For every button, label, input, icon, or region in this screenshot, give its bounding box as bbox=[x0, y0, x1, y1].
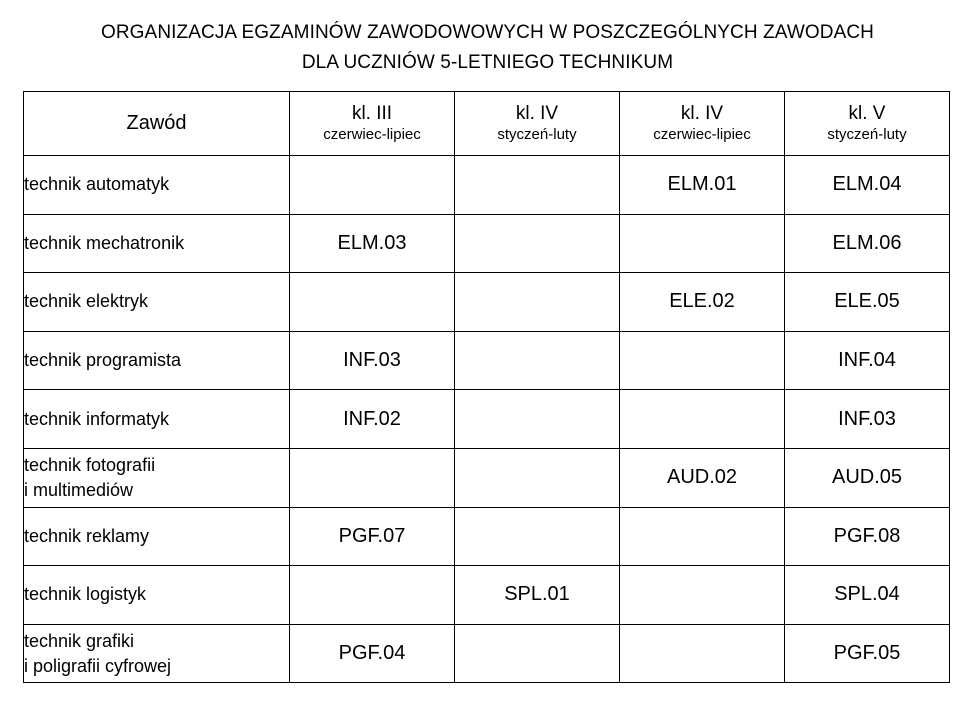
exam-code-cell: PGF.04 bbox=[290, 624, 455, 683]
exam-code-cell bbox=[290, 566, 455, 625]
exam-code-cell: ELE.02 bbox=[620, 273, 785, 332]
header-period-class: kl. V bbox=[848, 102, 886, 124]
profession-cell bbox=[24, 448, 290, 507]
exam-code-cell bbox=[620, 214, 785, 273]
exam-code-cell bbox=[620, 331, 785, 390]
exam-code-cell: INF.03 bbox=[290, 331, 455, 390]
exam-code-cell bbox=[620, 390, 785, 449]
exam-code-cell bbox=[455, 624, 620, 683]
exam-code-cell bbox=[290, 448, 455, 507]
profession-cell bbox=[24, 156, 290, 215]
profession-line: i poligrafii cyfrowej bbox=[24, 655, 172, 676]
header-period-term: czerwiec-lipiec bbox=[653, 125, 751, 143]
exam-code-cell bbox=[290, 273, 455, 332]
exam-code-cell bbox=[620, 566, 785, 625]
exam-code-cell bbox=[455, 507, 620, 566]
exam-code-cell bbox=[455, 156, 620, 215]
profession-line: i multimediów bbox=[24, 479, 134, 500]
profession-cell bbox=[24, 566, 290, 625]
exam-code-cell: ELM.03 bbox=[290, 214, 455, 273]
exam-code-cell bbox=[455, 273, 620, 332]
exam-code-cell bbox=[620, 624, 785, 683]
exam-code-cell bbox=[455, 390, 620, 449]
profession-line: technik grafiki bbox=[24, 630, 135, 651]
header-period-term: styczeń-luty bbox=[827, 125, 907, 143]
exam-code-cell bbox=[455, 214, 620, 273]
profession-line: technik reklamy bbox=[24, 525, 150, 546]
profession-line: technik logistyk bbox=[24, 584, 147, 605]
profession-line: technik mechatronik bbox=[24, 232, 185, 253]
profession-cell bbox=[24, 273, 290, 332]
exam-code-cell bbox=[455, 448, 620, 507]
profession-line: technik informatyk bbox=[24, 408, 170, 429]
exam-code-cell: INF.03 bbox=[785, 390, 950, 449]
header-period-class: kl. III bbox=[351, 102, 393, 124]
table-row bbox=[24, 390, 950, 449]
exam-schedule-table bbox=[23, 91, 950, 683]
table-row bbox=[24, 507, 950, 566]
exam-code-cell: PGF.05 bbox=[785, 624, 950, 683]
header-period-class: kl. IV bbox=[515, 102, 559, 124]
table-row bbox=[24, 331, 950, 390]
header-period-4 bbox=[785, 92, 950, 156]
title-line-2: DLA UCZNIÓW 5-LETNIEGO TECHNIKUM bbox=[301, 52, 674, 73]
header-period-1 bbox=[290, 92, 455, 156]
exam-code-cell: SPL.01 bbox=[455, 566, 620, 625]
profession-cell bbox=[24, 214, 290, 273]
title-line-1: ORGANIZACJA EGZAMINÓW ZAWODOWOWYCH W POSZCZEGÓLNYCH ZAWODACH bbox=[100, 22, 875, 43]
profession-line: technik programista bbox=[24, 350, 182, 371]
profession-cell bbox=[24, 624, 290, 683]
exam-code-cell bbox=[455, 331, 620, 390]
profession-line: technik fotografii bbox=[24, 454, 156, 475]
exam-code-cell: AUD.05 bbox=[785, 448, 950, 507]
table-row bbox=[24, 566, 950, 625]
table-header-row bbox=[24, 92, 950, 156]
profession-line: technik elektryk bbox=[24, 291, 149, 312]
header-period-term: czerwiec-lipiec bbox=[323, 125, 421, 143]
profession-cell bbox=[24, 331, 290, 390]
exam-code-cell: INF.04 bbox=[785, 331, 950, 390]
header-period-term: styczeń-luty bbox=[497, 125, 577, 143]
exam-code-cell: SPL.04 bbox=[785, 566, 950, 625]
exam-code-cell: ELE.05 bbox=[785, 273, 950, 332]
exam-code-cell: INF.02 bbox=[290, 390, 455, 449]
header-period-3 bbox=[620, 92, 785, 156]
exam-code-cell bbox=[290, 156, 455, 215]
exam-code-cell: ELM.01 bbox=[620, 156, 785, 215]
exam-code-cell bbox=[620, 507, 785, 566]
profession-cell bbox=[24, 507, 290, 566]
table-row bbox=[24, 273, 950, 332]
exam-code-cell: ELM.04 bbox=[785, 156, 950, 215]
table-row bbox=[24, 156, 950, 215]
table-row bbox=[24, 214, 950, 273]
header-period-2 bbox=[455, 92, 620, 156]
exam-code-cell: ELM.06 bbox=[785, 214, 950, 273]
table-row bbox=[24, 448, 950, 507]
exam-code-cell: PGF.07 bbox=[290, 507, 455, 566]
profession-cell bbox=[24, 390, 290, 449]
profession-line: technik automatyk bbox=[24, 174, 170, 195]
header-profession: Zawód bbox=[24, 92, 290, 156]
exam-code-cell: PGF.08 bbox=[785, 507, 950, 566]
table-row bbox=[24, 624, 950, 683]
document-title bbox=[0, 18, 975, 78]
header-period-class: kl. IV bbox=[680, 102, 724, 124]
exam-code-cell: AUD.02 bbox=[620, 448, 785, 507]
